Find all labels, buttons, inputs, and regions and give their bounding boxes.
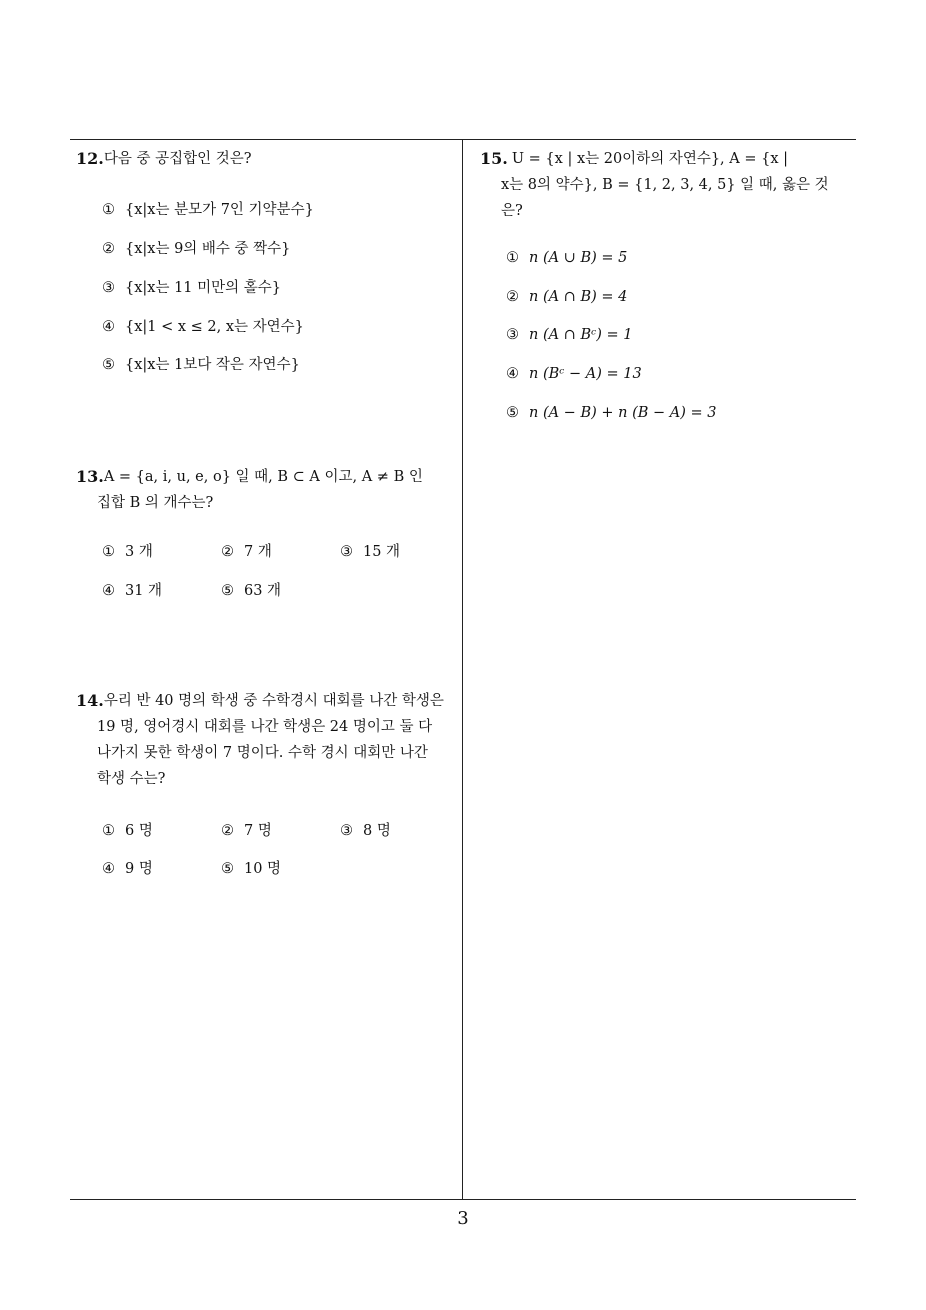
option-text: {x|x는 1보다 작은 자연수} bbox=[125, 357, 300, 373]
question-text: 19 명, 영어경시 대회를 나간 학생은 24 명이고 둘 다 bbox=[97, 719, 433, 735]
option-text: 6 명 bbox=[125, 823, 153, 839]
option-4[interactable] bbox=[102, 857, 153, 878]
question-13 bbox=[76, 464, 460, 516]
option-text: n (A ∪ B) = 5 bbox=[529, 250, 628, 266]
question-text: 은? bbox=[501, 203, 523, 219]
option-mark: ③ bbox=[340, 544, 353, 560]
question-15 bbox=[480, 146, 860, 224]
option-text: {x|x는 분모가 7인 기약분수} bbox=[125, 202, 314, 218]
option-2[interactable] bbox=[506, 289, 627, 305]
option-3[interactable] bbox=[102, 276, 281, 297]
option-mark: ⑤ bbox=[221, 583, 234, 599]
option-text: {x|x는 11 미만의 홀수} bbox=[125, 280, 282, 296]
option-text: 10 명 bbox=[244, 861, 282, 877]
question-text: 학생 수는? bbox=[97, 771, 166, 787]
option-mark: ① bbox=[506, 250, 519, 266]
question-text: 우리 반 40 명의 학생 중 수학경시 대회를 나간 학생은 bbox=[103, 693, 444, 709]
column-divider bbox=[462, 139, 463, 1200]
option-4[interactable] bbox=[102, 315, 304, 336]
question-14 bbox=[76, 688, 460, 792]
option-text: n (A ∩ Bᶜ) = 1 bbox=[529, 327, 633, 343]
question-number: 15. bbox=[480, 149, 508, 168]
top-rule bbox=[70, 139, 856, 140]
question-12 bbox=[76, 146, 460, 172]
option-mark: ④ bbox=[102, 861, 115, 877]
option-3[interactable] bbox=[340, 819, 391, 840]
option-5[interactable] bbox=[221, 579, 281, 600]
option-5[interactable] bbox=[221, 857, 281, 878]
option-5[interactable] bbox=[506, 405, 716, 421]
option-3[interactable] bbox=[506, 327, 632, 343]
question-text: x는 8의 약수}, B = {1, 2, 3, 4, 5} 일 때, 옳은 것 bbox=[501, 177, 829, 193]
option-mark: ① bbox=[102, 823, 115, 839]
question-number: 12. bbox=[76, 149, 104, 168]
option-mark: ② bbox=[102, 241, 115, 257]
option-mark: ⑤ bbox=[221, 861, 234, 877]
option-text: {x|x는 9의 배수 중 짝수} bbox=[125, 241, 291, 257]
question-number: 13. bbox=[76, 467, 104, 486]
option-mark: ③ bbox=[340, 823, 353, 839]
option-2[interactable] bbox=[221, 540, 272, 561]
option-text: 8 명 bbox=[363, 823, 391, 839]
option-mark: ② bbox=[506, 289, 519, 305]
option-mark: ③ bbox=[506, 327, 519, 343]
bottom-rule bbox=[70, 1199, 856, 1200]
question-text: 집합 B 의 개수는? bbox=[97, 495, 214, 511]
option-text: 7 개 bbox=[244, 544, 272, 560]
option-mark: ① bbox=[102, 544, 115, 560]
question-text: A = {a, i, u, e, o} 일 때, B ⊂ A 이고, A ≠ B 인 bbox=[103, 469, 423, 485]
option-mark: ② bbox=[221, 544, 234, 560]
option-text: 7 명 bbox=[244, 823, 272, 839]
option-mark: ② bbox=[221, 823, 234, 839]
option-text: 31 개 bbox=[125, 583, 163, 599]
option-text: n (A − B) + n (B − A) = 3 bbox=[529, 405, 717, 421]
option-4[interactable] bbox=[102, 579, 162, 600]
option-mark: ③ bbox=[102, 280, 115, 296]
option-mark: ④ bbox=[102, 583, 115, 599]
option-1[interactable] bbox=[102, 198, 314, 219]
option-text: 63 개 bbox=[244, 583, 282, 599]
option-mark: ⑤ bbox=[102, 357, 115, 373]
option-text: n (Bᶜ − A) = 13 bbox=[529, 366, 642, 382]
page-number: 3 bbox=[457, 1208, 469, 1229]
option-text: 9 명 bbox=[125, 861, 153, 877]
option-1[interactable] bbox=[506, 250, 627, 266]
option-mark: ⑤ bbox=[506, 405, 519, 421]
option-text: 3 개 bbox=[125, 544, 153, 560]
question-number: 14. bbox=[76, 691, 104, 710]
option-text: n (A ∩ B) = 4 bbox=[529, 289, 628, 305]
question-text: U = {x | x는 20이하의 자연수}, A = {x | bbox=[511, 151, 789, 167]
option-mark: ④ bbox=[506, 366, 519, 382]
option-1[interactable] bbox=[102, 540, 153, 561]
option-2[interactable] bbox=[221, 819, 272, 840]
option-2[interactable] bbox=[102, 237, 290, 258]
question-text: 나가지 못한 학생이 7 명이다. 수학 경시 대회만 나간 bbox=[97, 745, 428, 761]
question-text: 다음 중 공집합인 것은? bbox=[103, 151, 252, 167]
option-mark: ① bbox=[102, 202, 115, 218]
option-text: {x|1 < x ≤ 2, x는 자연수} bbox=[125, 319, 304, 335]
option-3[interactable] bbox=[340, 540, 400, 561]
option-text: 15 개 bbox=[363, 544, 401, 560]
option-mark: ④ bbox=[102, 319, 115, 335]
option-4[interactable] bbox=[506, 366, 642, 382]
option-5[interactable] bbox=[102, 353, 300, 374]
option-1[interactable] bbox=[102, 819, 153, 840]
